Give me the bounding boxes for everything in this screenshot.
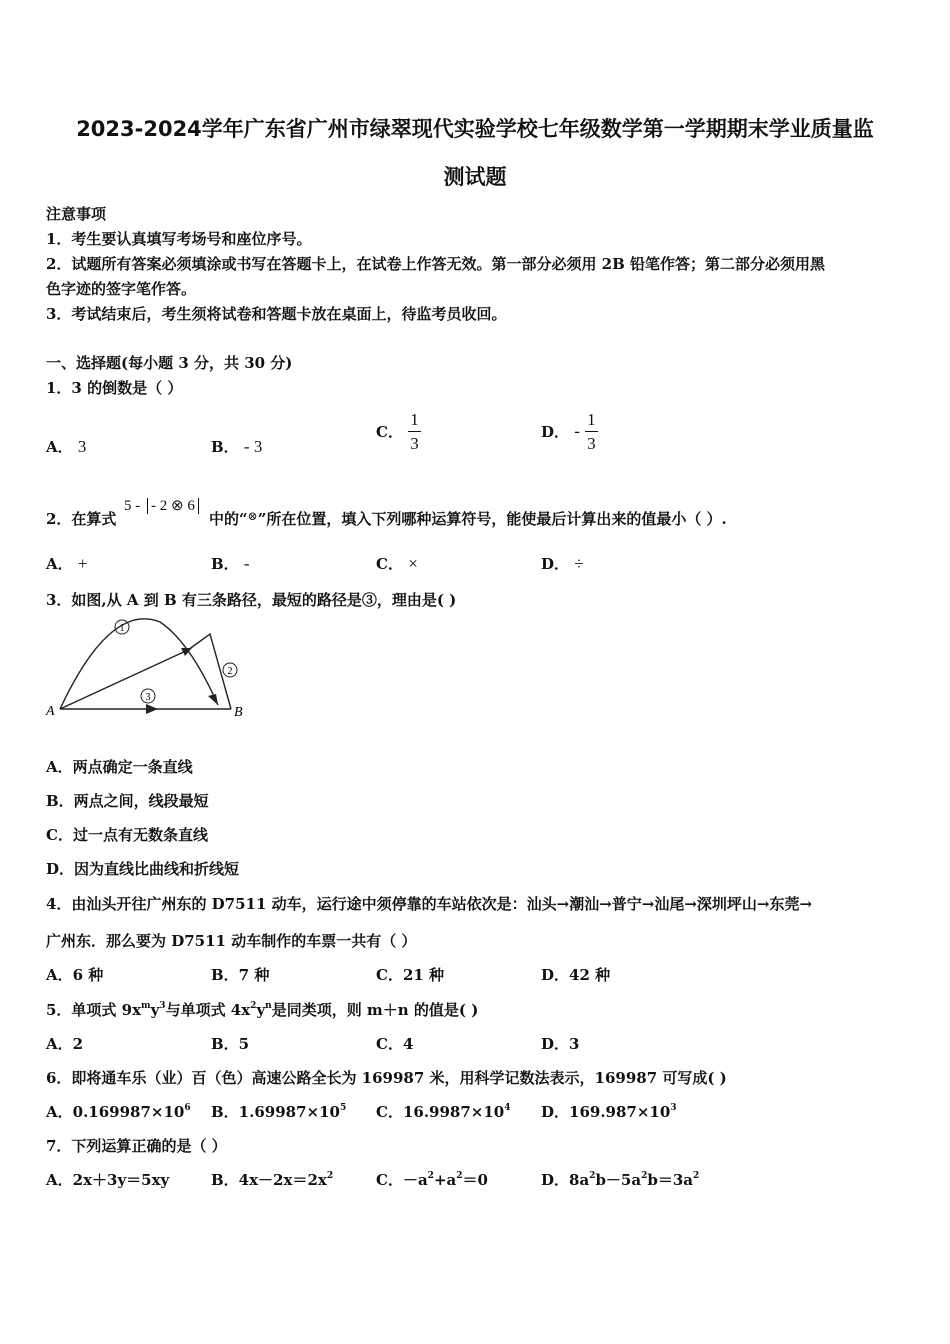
q6-d-text: D．169.987×10 (541, 1103, 671, 1121)
path-polyline-2 (188, 634, 231, 709)
q1-d-numerator: 1 (587, 410, 596, 429)
q1-d-denominator: 3 (587, 434, 596, 453)
q1-d-label: D． (541, 423, 570, 441)
q1-c-numerator: 1 (410, 410, 419, 429)
q6-option-b (211, 1101, 346, 1122)
q7-b-exp: 2 (326, 1171, 334, 1181)
q2-a-value: + (77, 554, 88, 573)
q7-option-a: A．2x＋3y＝5xy (46, 1171, 170, 1189)
q3-path-figure (40, 612, 260, 724)
q2-abs-value (147, 498, 199, 514)
q6-c-text: C．16.9987×10 (376, 1103, 505, 1121)
q6-a-exp: 6 (184, 1103, 191, 1113)
q5-s5: 是同类项，则 m＋n 的值是( ) (271, 1001, 479, 1019)
q1-b-label: B． (211, 438, 239, 456)
q2-suffix-b: ”所在位置，填入下列哪种运算符号，能使最后计算出来的值最小（ ）. (257, 510, 727, 528)
q7-c-text2: +a (433, 1171, 457, 1189)
q5-sup3: 2 (250, 1001, 257, 1011)
q4-stem-line1: 4．由汕头开往广州东的 D7511 动车，运行途中须停靠的车站依次是：汕头→潮汕→普宁→汕尾→深圳坪山→东莞→ (46, 895, 813, 913)
q7-c-text1: C．－a (376, 1171, 428, 1189)
q6-b-text: B．1.69987×10 (211, 1103, 340, 1121)
label-2: 2 (227, 666, 233, 677)
q4-option-b: B．7 种 (211, 966, 270, 984)
note-item-2-cont: 色字迹的签字笔作答。 (46, 280, 197, 298)
q5-sup1: m (141, 1001, 151, 1011)
q5-sup2: 3 (159, 1001, 166, 1011)
q5-s1: 5．单项式 9x (46, 1001, 142, 1019)
fraction-bar (408, 431, 421, 432)
q1-a-label: A． (46, 438, 73, 456)
q3-stem: 3．如图,从 A 到 B 有三条路径，最短的路径是③，理由是( ) (46, 591, 457, 609)
point-b-label: B (234, 705, 243, 720)
q7-c-text3: ＝0 (462, 1171, 488, 1189)
q1-option-d (541, 411, 598, 452)
path-curve-1 (60, 619, 218, 709)
q1-c-label: C． (376, 423, 403, 441)
q3-option-c: C．过一点有无数条直线 (46, 826, 208, 844)
q6-option-c (376, 1101, 511, 1122)
q5-option-b: B．5 (211, 1035, 250, 1053)
q6-c-exp: 4 (504, 1103, 511, 1113)
q2-expr-part-b: - 2 ⊗ 6 (151, 498, 195, 514)
q3-option-d: D．因为直线比曲线和折线短 (46, 860, 240, 878)
q4-stem-line2: 广州东．那么要为 D7511 动车制作的车票一共有（ ） (46, 932, 417, 950)
label-3: 3 (145, 692, 151, 703)
note-item-1: 1．考生要认真填写考场号和座位序号。 (46, 230, 312, 248)
note-item-2: 2．试题所有答案必须填涂或书写在答题卡上，在试卷上作答无效。第一部分必须用 2B 铅笔作答；第二部分必须用黑 (46, 255, 826, 273)
q2-c-value: × (408, 554, 418, 573)
q7-b-text: B．4x－2x＝2x (211, 1171, 327, 1189)
q7-option-c (376, 1169, 488, 1190)
q2-prefix: 2．在算式 (46, 510, 117, 528)
q2-c-label: C． (376, 555, 403, 573)
q4-option-a: A．6 种 (46, 966, 104, 984)
q2-b-label: B． (211, 555, 239, 573)
q6-stem: 6．即将通车乐（业）百（色）高速公路全长为 169987 米，用科学记数法表示，169987 可写成( ) (46, 1069, 727, 1087)
q5-stem (46, 999, 478, 1020)
q7-c-exp2: 2 (456, 1171, 463, 1181)
q5-s3: 与单项式 4x (165, 1001, 251, 1019)
q6-b-exp: 5 (339, 1103, 347, 1113)
q3-option-b: B．两点之间，线段最短 (46, 792, 209, 810)
q7-d-text2: b－5a (595, 1171, 642, 1189)
point-a-label: A (46, 704, 55, 719)
q2-expression (124, 496, 199, 515)
q1-d-fraction (585, 411, 598, 452)
q3-option-a: A．两点确定一条直线 (46, 758, 193, 776)
q1-option-b (211, 436, 262, 457)
q2-d-value: ÷ (574, 554, 584, 573)
q1-option-c (376, 411, 421, 452)
q5-sup4: n (265, 1001, 272, 1011)
arrow-head-2 (208, 694, 218, 705)
q6-option-a (46, 1101, 191, 1122)
otimes-symbol: ⊗ (247, 509, 258, 523)
q4-option-c: C．21 种 (376, 966, 445, 984)
q7-c-exp1: 2 (427, 1171, 434, 1181)
q7-d-exp3: 2 (693, 1171, 700, 1181)
q1-stem: 1．3 的倒数是（ ） (46, 379, 183, 397)
q5-s4: y (256, 1001, 266, 1019)
q1-d-sign: - (574, 421, 580, 441)
q1-c-denominator: 3 (410, 434, 419, 453)
q4-option-d: D．42 种 (541, 966, 611, 984)
notes-heading: 注意事项 (46, 205, 107, 223)
q2-b-value: - (243, 554, 250, 573)
q2-option-a (46, 553, 87, 574)
section-heading: 一、选择题(每小题 3 分，共 30 分) (46, 354, 293, 372)
q5-option-d: D．3 (541, 1035, 580, 1053)
arrow-head-3 (146, 704, 158, 714)
q2-option-b (211, 553, 250, 574)
q7-d-text1: D．8a (541, 1171, 590, 1189)
q5-option-a: A．2 (46, 1035, 84, 1053)
q7-d-exp1: 2 (589, 1171, 596, 1181)
page-title: 2023-2024学年广东省广州市绿翠现代实验学校七年级数学第一学期期末学业质量监 (76, 117, 874, 141)
q2-option-d (541, 553, 584, 574)
q6-d-exp: 3 (670, 1103, 677, 1113)
q5-option-c: C．4 (376, 1035, 414, 1053)
q6-option-d (541, 1101, 677, 1122)
q2-suffix-a: 中的“ (209, 510, 248, 528)
q5-s2: y (150, 1001, 160, 1019)
page-title-line2: 测试题 (443, 165, 507, 189)
q7-d-text3: b＝3a (647, 1171, 694, 1189)
path-line-a (60, 650, 188, 709)
fraction-bar (585, 431, 598, 432)
q1-b-value: - 3 (243, 437, 263, 456)
q1-c-fraction (408, 411, 421, 452)
label-1: 1 (119, 623, 125, 634)
q1-a-value: 3 (77, 437, 87, 456)
q2-expr-part-a: 5 - (124, 498, 141, 514)
q7-option-d (541, 1169, 699, 1190)
note-item-3: 3．考试结束后，考生须将试卷和答题卡放在桌面上，待监考员收回。 (46, 305, 507, 323)
q2-a-label: A． (46, 555, 73, 573)
q2-option-c (376, 553, 418, 574)
q7-d-exp2: 2 (641, 1171, 648, 1181)
q2-d-label: D． (541, 555, 570, 573)
q7-option-b (211, 1169, 333, 1190)
q7-stem: 7．下列运算正确的是（ ） (46, 1137, 227, 1155)
q1-option-a (46, 436, 86, 457)
q2-suffix (209, 508, 727, 529)
q6-a-text: A．0.169987×10 (46, 1103, 185, 1121)
